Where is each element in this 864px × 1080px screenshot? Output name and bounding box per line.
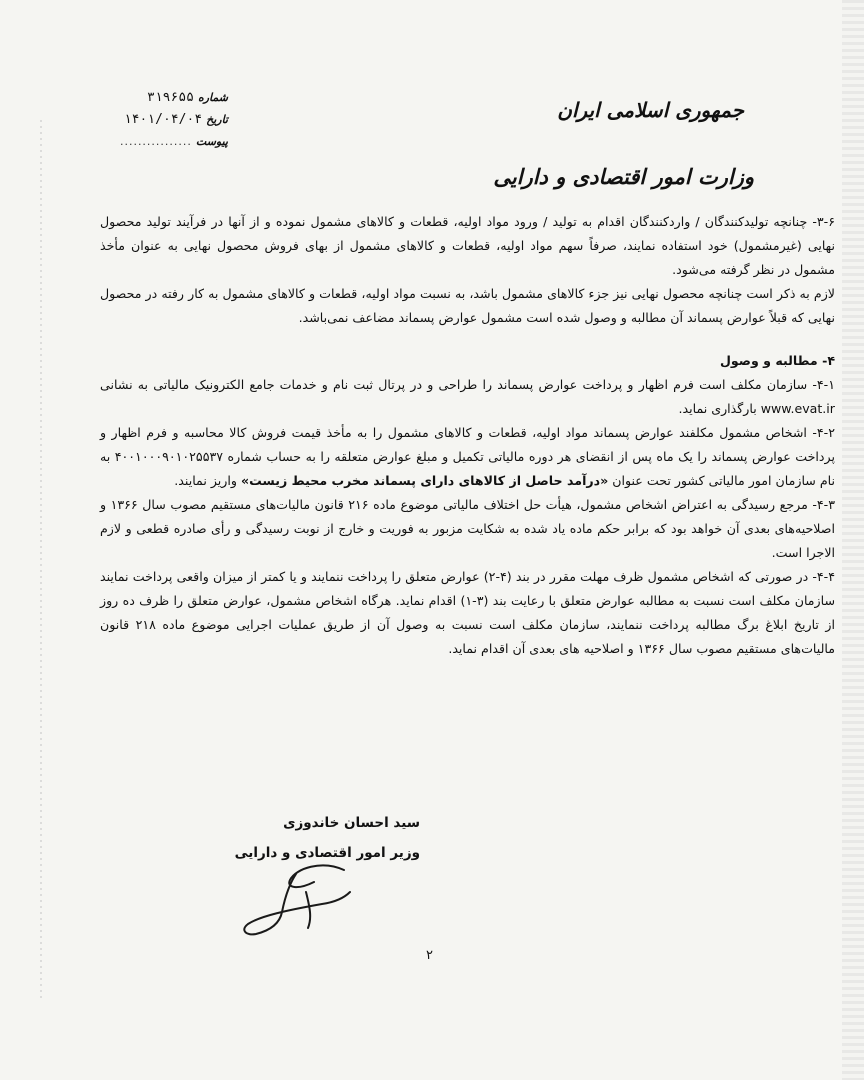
letterhead-ministry: وزارت امور اقتصادی و دارایی	[493, 164, 754, 189]
reference-date-value: ۱۴۰۱/۰۴/۰۴	[123, 111, 203, 127]
page-number: ۲	[426, 948, 433, 963]
paragraph-4-1: ۴-۱- سازمان مکلف است فرم اظهار و پرداخت عوارض پسماند را طراحی و در پرتال ثبت نام و خدمات جامع الکترونیک مالیاتی به نشانی www.evat.ir بارگذاری نماید.	[100, 377, 835, 416]
scan-edge-left	[40, 120, 42, 1000]
paragraph-note: لازم به ذکر است چنانچه محصول نهایی نیز جزء کالاهای مشمول باشد، به نسبت مواد اولیه، قطعات و کالاهای مشمول به کار رفته در محصول نهایی که قبلاً عوارض پسماند آن مطالبه و وصول شده است مشمول عوارض پسماند مضاعف نمی‌باشد.	[100, 286, 835, 325]
reference-block	[78, 86, 228, 152]
reference-number-label: شماره	[197, 90, 228, 104]
paragraph-4-2-text: ۴-۲- اشخاص مشمول مکلفند عوارض پسماند مواد اولیه، قطعات و کالاهای مشمول را به مأخذ قیمت فروش کالا محاسبه و فرم اظهار و پرداخت عوارض پسماند را یک ماه پس از انقضای هر دوره مالیاتی تکمیل و مبلغ عوارض متعلقه را به حساب شماره ۴۰۰۱۰۰۰۹۰۱۰۲۵۵۳۷ به نام سازمان امور مالیاتی کشور تحت عنوان	[100, 425, 835, 488]
paragraph-4-2-end: واریز نمایند.	[174, 473, 237, 488]
letterhead-country: جمهوری اسلامی ایران	[557, 98, 744, 122]
paragraph-4-2	[100, 421, 835, 493]
reference-attachment-value: ................	[119, 134, 192, 148]
letter-body	[100, 210, 835, 661]
reference-attachment-row	[78, 130, 228, 152]
paragraph-4-3: ۴-۳- مرجع رسیدگی به اعتراض اشخاص مشمول، هیأت حل اختلاف مالیاتی موضوع ماده ۲۱۶ قانون مالیات‌های مستقیم مصوب سال ۱۳۶۶ و اصلاحیه‌های بعدی آن خواهد بود که برابر حکم ماده یاد شده به شکایت مزبور به فوریت و خارج از نوبت رسیدگی و رأی صادره قطعی و لازم الاجرا است.	[100, 497, 835, 560]
paragraph-4-4: ۴-۴- در صورتی که اشخاص مشمول ظرف مهلت مقرر در بند (۴-۲) عوارض متعلق را پرداخت ننمایند و یا کمتر از میزان واقعی پرداخت نمایند سازمان مکلف است نسبت به مطالبه عوارض متعلق با رعایت بند (۳-۱) اقدام نماید. هرگاه اشخاص مشمول، عوارض متعلق را ظرف ده روز از تاریخ ابلاغ برگ مطالبه پرداخت ننمایند، سازمان مکلف است نسبت به وصول آن از طریق عملیات اجرایی موضوع ماده ۲۱۸ قانون مالیات‌های مستقیم مصوب سال ۱۳۶۶ و اصلاحیه های بعدی آن اقدام نماید.	[100, 569, 835, 656]
handwritten-signature	[226, 852, 366, 942]
paragraph-3-6: ۳-۶- چنانچه تولیدکنندگان / واردکنندگان اقدام به تولید / ورود مواد اولیه، قطعات و کالاهای مشمول نموده و از آنها در فرآیند تولید محصول نهایی (غیرمشمول) خود استفاده نمایند، صرفاً سهم مواد اولیه، قطعات و کالاهای مشمول از بهای فروش محصول نهایی به عنوان مأخذ مشمول در نظر گرفته می‌شود.	[100, 214, 835, 277]
reference-date-row	[78, 108, 228, 130]
signatory-name: سید احسان خاندوزی	[283, 815, 420, 831]
scan-edge-right	[842, 0, 864, 1080]
reference-number-row	[78, 86, 228, 108]
section-heading-4: ۴- مطالبه و وصول	[719, 353, 835, 368]
reference-attachment-label: پیوست	[195, 134, 228, 148]
reference-number-value: ۳۱۹۶۵۵	[147, 89, 194, 105]
signatory-title: وزیر امور اقتصادی و دارایی	[234, 845, 420, 861]
paragraph-4-2-account-title: «درآمد حاصل از کالاهای دارای پسماند مخرب محیط زیست»	[240, 473, 609, 488]
reference-date-label: تاریخ	[206, 112, 228, 126]
